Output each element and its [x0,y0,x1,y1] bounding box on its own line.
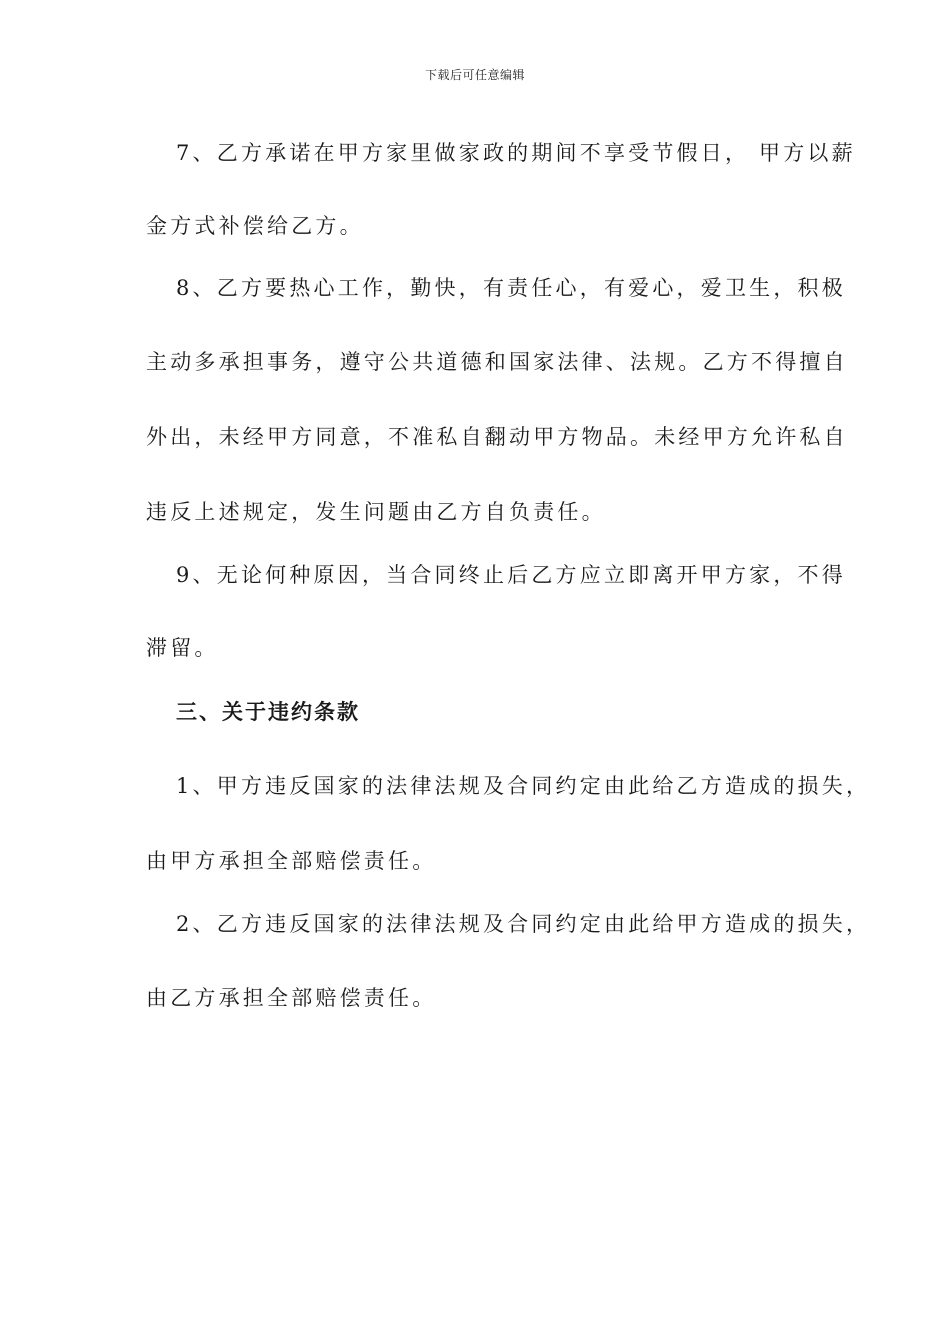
clause-8-line-2: 主动多承担事务，遵守公共道德和国家法律、法规。乙方不得擅自 [146,350,848,374]
clause-7-line-2: 金方式补偿给乙方。 [146,214,364,238]
clause-7-line-1: 7、乙方承诺在甲方家里做家政的期间不享受节假日， 甲方以薪 [176,141,856,165]
clause-9-line-2: 滞留。 [146,636,219,660]
clause-8-line-1: 8、乙方要热心工作，勤快，有责任心，有爱心，爱卫生，积极 [176,276,846,300]
clause-8-line-3: 外出，未经甲方同意，不准私自翻动甲方物品。未经甲方允许私自 [146,425,848,449]
clause-9-line-1: 9、无论何种原因，当合同终止后乙方应立即离开甲方家，不得 [176,563,846,587]
section-heading-breach: 三、关于违约条款 [176,699,360,724]
breach-clause-2-line-1: 2、乙方违反国家的法律法规及合同约定由此给甲方造成的损失， [176,912,871,936]
page-header: 下载后可任意编辑 [424,68,525,82]
clause-8-line-4: 违反上述规定，发生问题由乙方自负责任。 [146,500,606,524]
breach-clause-1-line-1: 1、甲方违反国家的法律法规及合同约定由此给乙方造成的损失， [176,774,871,798]
breach-clause-2-line-2: 由乙方承担全部赔偿责任。 [146,986,437,1010]
breach-clause-1-line-2: 由甲方承担全部赔偿责任。 [146,849,437,873]
